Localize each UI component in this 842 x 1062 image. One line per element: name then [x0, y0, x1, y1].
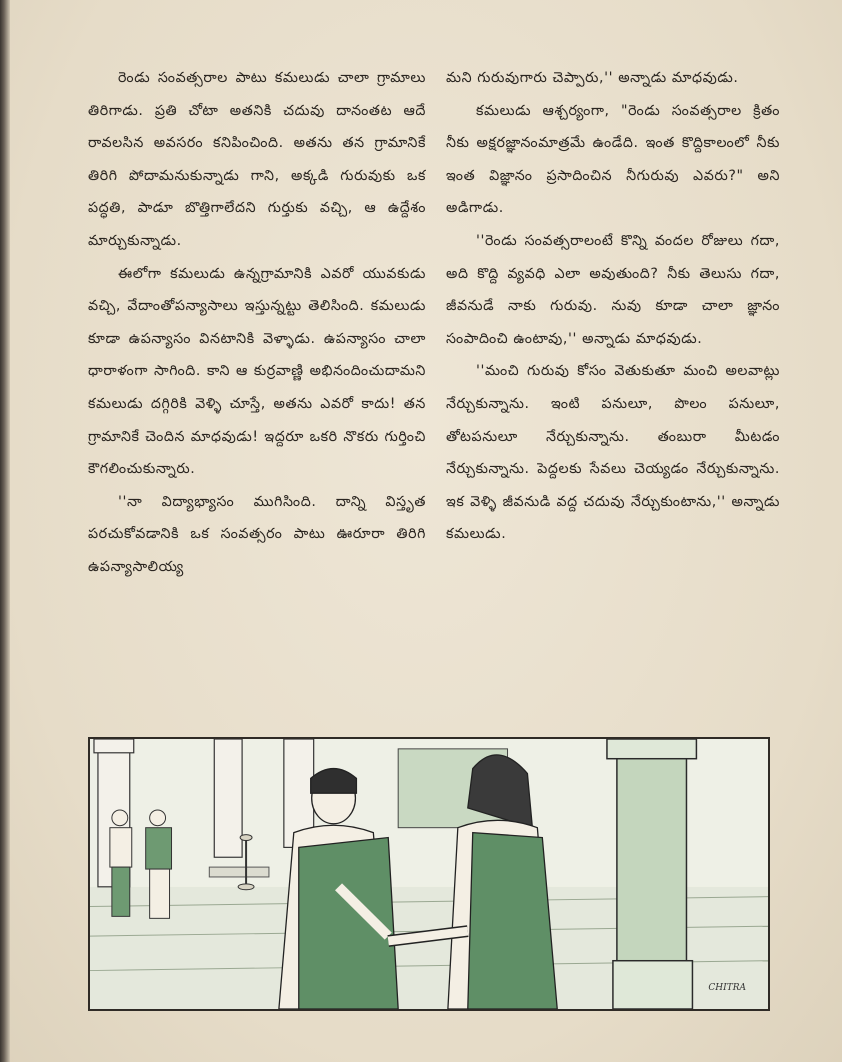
- left-text-column: [88, 62, 426, 584]
- paragraph-continued: మని గురువుగారు చెప్పారు,'' అన్నాడు మాధవుడు.: [446, 70, 739, 86]
- paragraph: కమలుడు ఆశ్చర్యంగా, "రెండు సంవత్సరాల క్రితం నీకు అక్షరజ్ఞానంమాత్రమే ఉండేది. ఇంత కొద్దికాలంలో నీకు ఇంత విజ్ఞానం ప్రసాదించిన నీగురువు ఎవరు?" అని అడిగాడు.: [446, 102, 780, 217]
- paragraph: ''మంచి గురువు కోసం వెతుకుతూ మంచి అలవాట్లు నేర్చుకున్నాను. ఇంటి పనులూ, పొలం పనులూ, తోటపనులూ నేర్చుకున్నాను. తంబురా మీటడం నేర్చుకున్నాను. పెద్దలకు సేవలు చెయ్యడం నేర్చుకున్నాను. ఇక వెళ్ళి జీవనుడి వద్ద చదువు నేర్చుకుంటాను,'' అన్నాడు కమలుడు.: [446, 363, 780, 543]
- paragraph: ''నా విద్యాభ్యాసం ముగిసింది. దాన్ని విస్తృత పరచుకోవడానికి ఒక సంవత్సరం పాటు ఊరూరా తిరిగి ఉపన్యాసాలియ్య: [88, 493, 426, 575]
- illustration-drawing: [90, 739, 768, 1009]
- story-illustration: [88, 737, 770, 1011]
- steps: [209, 867, 269, 877]
- page-binding-edge: [0, 0, 10, 1062]
- right-pillar: [607, 739, 696, 1009]
- paragraph: ఈలోగా కమలుడు ఉన్నగ్రామానికి ఎవరో యువకుడు వచ్చి, వేదాంతోపన్యాసాలు ఇస్తున్నట్టు తెలిసింది. కమలుడు కూడా ఉపన్యాసం వినటానికి వెళ్ళాడు. ఉపన్యాసం చాలా ధారాళంగా సాగింది. కాని ఆ కుర్రవాణ్ణి అభినందించుదామని కమలుడు దగ్గిరికి వెళ్ళి చూస్తే, అతను ఎవరో కాదు! తన గ్రామానికే చెందిన మాధవుడు! ఇద్దరూ ఒకరి నొకరు గుర్తించి కౌగలించుకున్నారు.: [88, 265, 426, 478]
- artist-signature: CHITRA: [708, 983, 746, 993]
- paragraph: రెండు సంవత్సరాల పాటు కమలుడు చాలా గ్రామాలు తిరిగాడు. ప్రతి చోటా అతనికి చదువు దానంతట ఆదే రావలసిన అవసరం కనిపించింది. అతను తన గ్రామానికే తిరిగి పోదామనుకున్నాడు గాని, అక్కడి గురువుకు ఒక పద్ధతి, పాడూ బొత్తిగాలేదని గుర్తుకు వచ్చి, ఆ ఉద్దేశం మార్చుకున్నాడు.: [88, 70, 426, 249]
- paragraph: ''రెండు సంవత్సరాలంటే కొన్ని వందల రోజులు గదా, అది కొద్ది వ్యవధి ఎలా అవుతుంది? నీకు తెలుసు గదా, జీవనుడే నాకు గురువు. నువు కూడా చాలా జ్ఞానం సంపాదించి ఉంటావు,'' అన్నాడు మాధవుడు.: [446, 232, 780, 347]
- right-text-column: [446, 62, 780, 551]
